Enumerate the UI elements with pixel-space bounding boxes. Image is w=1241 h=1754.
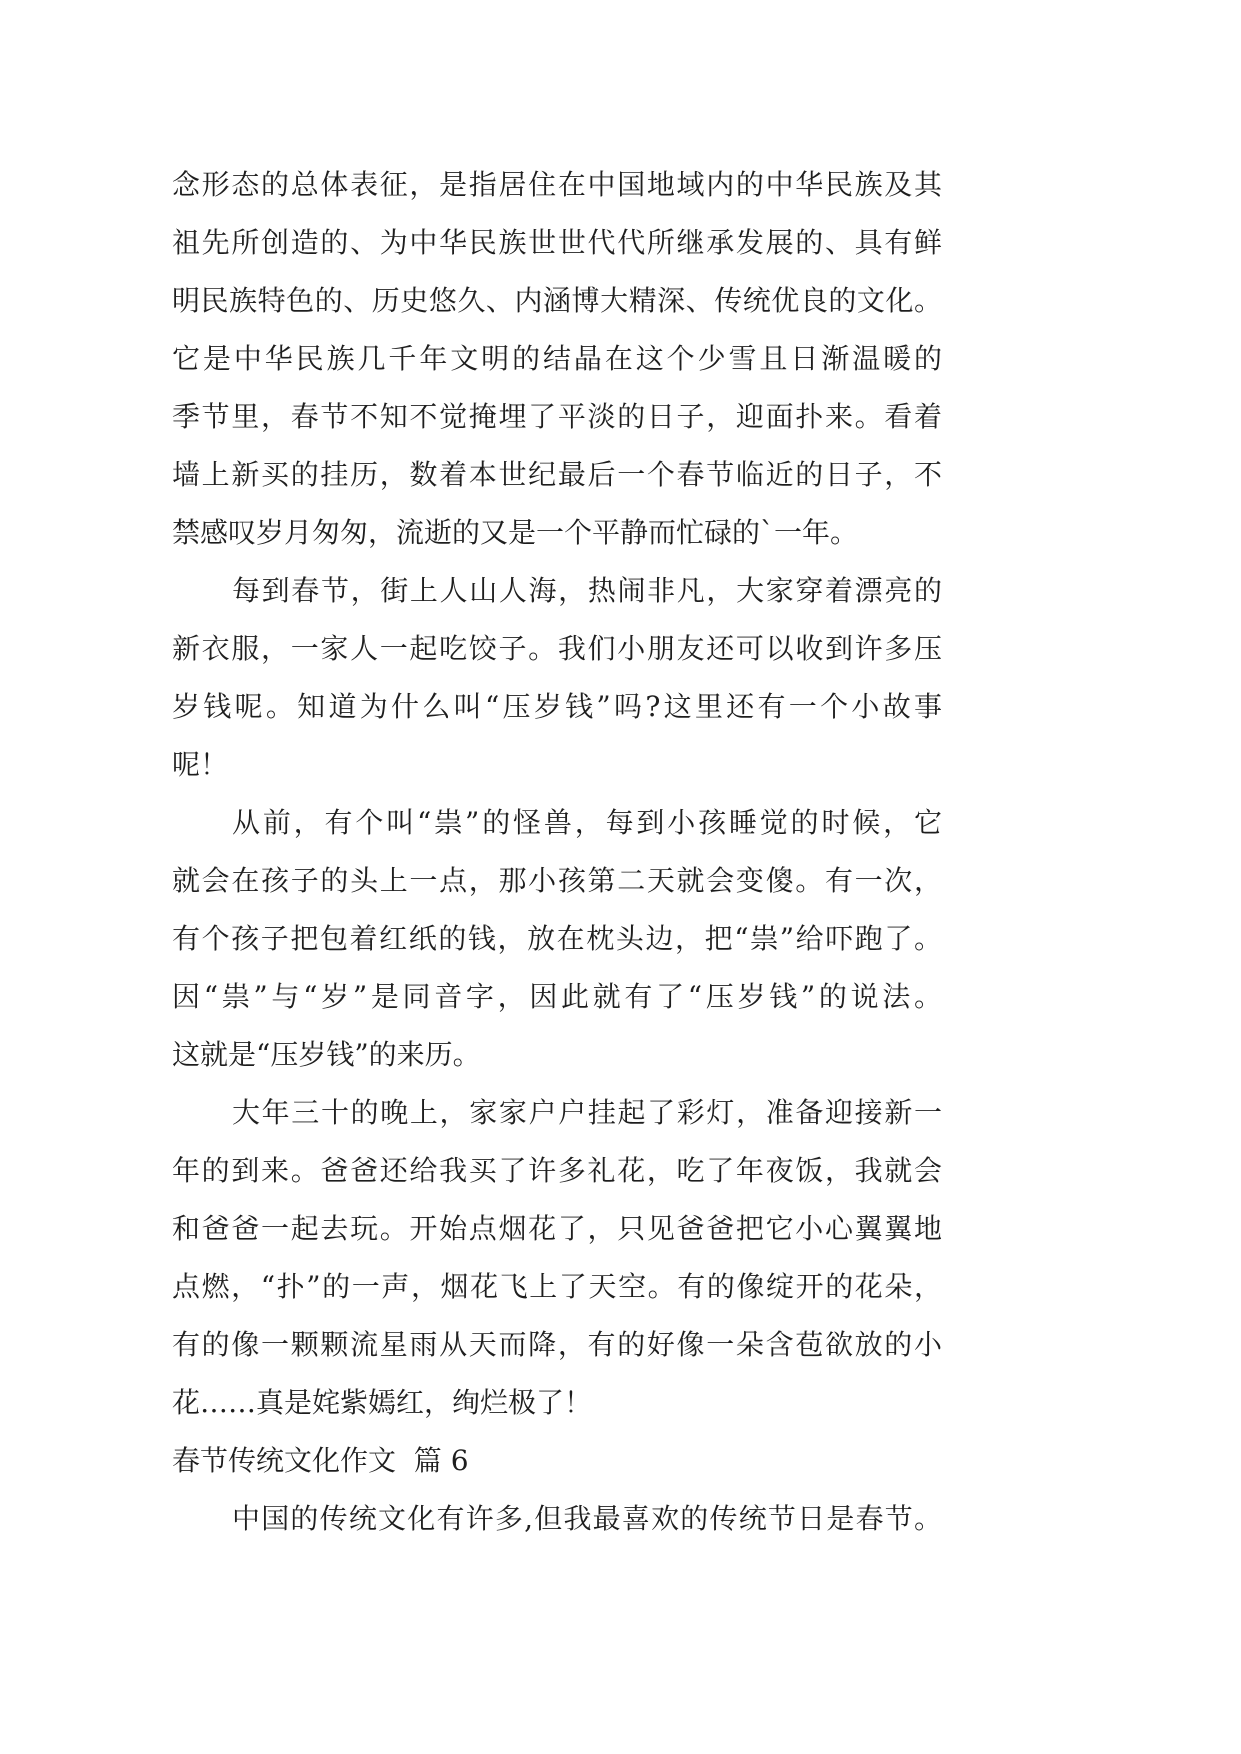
text-line: 明民族特色的、历史悠久、内涵博大精深、传统优良的文化。 xyxy=(172,284,942,317)
text-line: 年的到来。爸爸还给我买了许多礼花，吃了年夜饭，我就会 xyxy=(172,1154,942,1187)
paragraph-fireworks xyxy=(172,1084,942,1432)
text-line: 花……真是姹紫嫣红，绚烂极了！ xyxy=(172,1386,593,1419)
text-line: 从前，有个叫“祟”的怪兽，每到小孩睡觉的时候，它 xyxy=(232,806,942,839)
text-line: 有个孩子把包着红纸的钱，放在枕头边，把“祟”给吓跑了。 xyxy=(172,922,942,955)
text-line: 呢！ xyxy=(172,748,229,781)
text-line: 点燃，“扑”的一声，烟花飞上了天空。有的像绽开的花朵， xyxy=(172,1270,942,1303)
text-line: 大年三十的晚上，家家户户挂起了彩灯，准备迎接新一 xyxy=(232,1096,942,1129)
paragraph-continued xyxy=(172,156,942,562)
text-line: 这就是“压岁钱”的来历。 xyxy=(172,1038,481,1071)
paragraph-section-intro xyxy=(172,1490,942,1548)
paragraph-new-year-money xyxy=(172,562,942,794)
text-line: 就会在孩子的头上一点，那小孩第二天就会变傻。有一次， xyxy=(172,864,942,897)
text-line: 和爸爸一起去玩。开始点烟花了，只见爸爸把它小心翼翼地 xyxy=(172,1212,942,1245)
text-line: 它是中华民族几千年文明的结晶在这个少雪且日渐温暖的 xyxy=(172,342,942,375)
document-body xyxy=(172,156,942,1548)
text-line: 墙上新买的挂历，数着本世纪最后一个春节临近的日子，不 xyxy=(172,458,942,491)
text-line: 有的像一颗颗流星雨从天而降，有的好像一朵含苞欲放的小 xyxy=(172,1328,942,1361)
text-line: 季节里，春节不知不觉掩埋了平淡的日子，迎面扑来。看着 xyxy=(172,400,942,433)
text-line: 中国的传统文化有许多,但我最喜欢的传统节日是春节。 xyxy=(232,1502,942,1535)
paragraph-story xyxy=(172,794,942,1084)
text-line: 祖先所创造的、为中华民族世世代代所继承发展的、具有鲜 xyxy=(172,226,942,259)
text-line: 因“祟”与“岁”是同音字，因此就有了“压岁钱”的说法。 xyxy=(172,980,942,1013)
section-heading: 春节传统文化作文 篇 6 xyxy=(172,1444,469,1477)
text-line: 新衣服，一家人一起吃饺子。我们小朋友还可以收到许多压 xyxy=(172,632,942,665)
text-line: 念形态的总体表征，是指居住在中国地域内的中华民族及其 xyxy=(172,168,942,201)
text-line: 每到春节，街上人山人海，热闹非凡，大家穿着漂亮的 xyxy=(232,574,942,607)
text-line: 岁钱呢。知道为什么叫“压岁钱”吗?这里还有一个小故事 xyxy=(172,690,942,723)
text-line: 禁感叹岁月匆匆，流逝的又是一个平静而忙碌的`一年。 xyxy=(172,516,859,549)
